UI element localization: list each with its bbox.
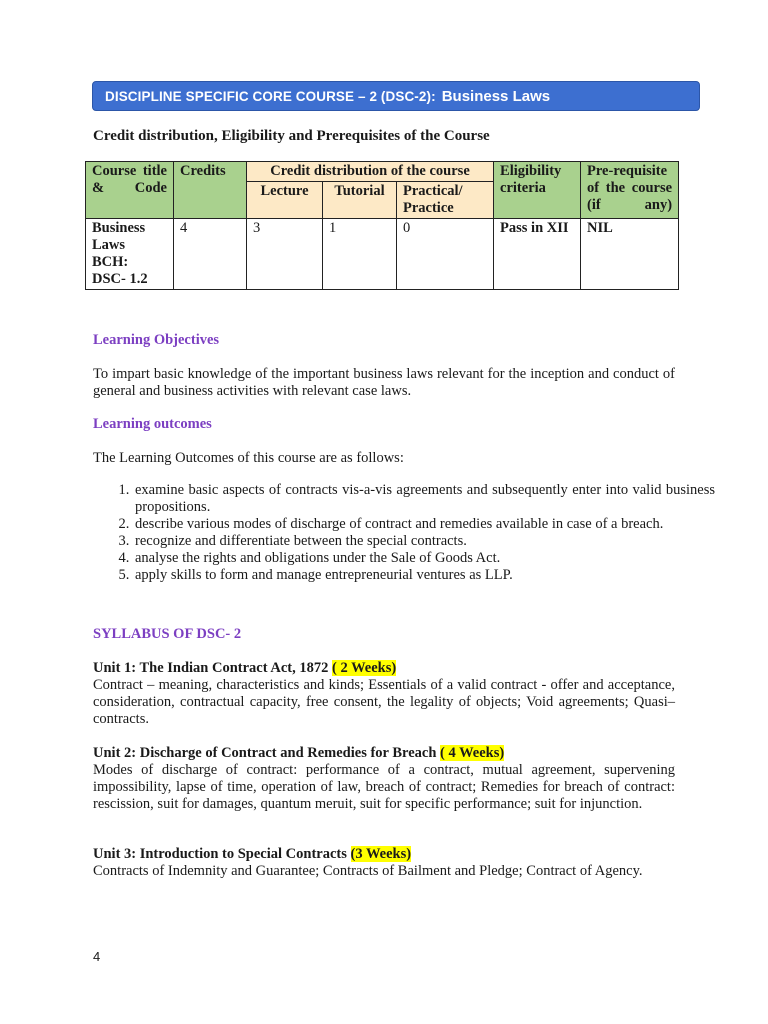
header-eligibility: Eligibility criteria xyxy=(494,162,581,219)
cell-course-line: Business xyxy=(92,220,146,236)
cell-course-line: Laws xyxy=(92,237,126,253)
learning-objectives-text: To impart basic knowledge of the important business laws relevant for the inception and conduct of general and business activities with relevant case laws. xyxy=(93,366,675,399)
banner-course-name: Business Laws xyxy=(441,87,551,105)
header-tutorial: Tutorial xyxy=(323,182,397,219)
cell-prerequisite: NIL xyxy=(581,219,679,290)
unit-body: Contracts of Indemnity and Guarantee; Contracts of Bailment and Pledge; Contract of Agency. xyxy=(93,863,643,879)
list-item: 1. examine basic aspects of contracts vis-a-vis agreements and subsequently enter into valid business propositions. xyxy=(133,482,715,516)
banner-course-code: DISCIPLINE SPECIFIC CORE COURSE – 2 (DSC-2): xyxy=(105,88,436,104)
unit-title: Unit 2: Discharge of Contract and Remedies for Breach xyxy=(93,745,441,761)
unit-weeks-badge: ( 2 Weeks) xyxy=(332,660,397,676)
header-practical: Practical/ Practice xyxy=(397,182,494,219)
list-item: 2. describe various modes of discharge of contract and remedies available in case of a breach. xyxy=(133,516,715,533)
table-row xyxy=(86,219,679,290)
learning-outcomes-intro: The Learning Outcomes of this course are as follows: xyxy=(93,450,404,466)
credit-heading: Credit distribution, Eligibility and Prerequisites of the Course xyxy=(93,128,490,144)
unit-1 xyxy=(93,660,675,728)
header-course-title xyxy=(86,162,174,219)
unit-body: Contract – meaning, characteristics and kinds; Essentials of a valid contract - offer and acceptance, consideration, contractual capacity, free consent, the legality of objects; Void agreements; Quasi–contracts. xyxy=(93,677,675,727)
cell-lecture: 3 xyxy=(247,219,323,290)
learning-objectives-title: Learning Objectives xyxy=(93,332,220,348)
header-prerequisite xyxy=(581,162,679,219)
unit-title: Unit 1: The Indian Contract Act, 1872 xyxy=(93,660,332,676)
cell-eligibility: Pass in XII xyxy=(494,219,581,290)
header-credits: Credits xyxy=(174,162,247,219)
list-item: 5. apply skills to form and manage entrepreneurial ventures as LLP. xyxy=(133,567,715,584)
list-item: 4. analyse the rights and obligations under the Sale of Goods Act. xyxy=(133,550,715,567)
unit-2 xyxy=(93,745,675,813)
unit-weeks-badge: (3 Weeks) xyxy=(350,846,412,862)
learning-outcomes-title: Learning outcomes xyxy=(93,416,212,432)
header-distribution: Credit distribution of the course xyxy=(247,162,494,182)
syllabus-title: SYLLABUS OF DSC- 2 xyxy=(93,626,242,642)
learning-outcomes-list xyxy=(93,482,715,584)
course-banner xyxy=(92,81,700,111)
credit-table xyxy=(85,161,679,290)
table-header-row xyxy=(86,162,679,182)
unit-weeks-badge: ( 4 Weeks) xyxy=(440,745,505,761)
cell-course-line: DSC- 1.2 xyxy=(92,271,148,287)
list-item: 3. recognize and differentiate between the special contracts. xyxy=(133,533,715,550)
unit-body: Modes of discharge of contract: performance of a contract, mutual agreement, supervening impossibility, lapse of time, operation of law, breach of contract; Remedies for breach of contract: rescission, suit for damages, quantum meruit, suit for specific performance; suit for injunction. xyxy=(93,762,675,812)
cell-course-line: BCH: xyxy=(92,254,129,270)
header-course-title-text: Course title & Code xyxy=(92,163,167,196)
cell-tutorial: 1 xyxy=(323,219,397,290)
cell-course xyxy=(86,219,174,290)
header-lecture: Lecture xyxy=(247,182,323,219)
unit-3 xyxy=(93,846,675,880)
unit-title: Unit 3: Introduction to Special Contracts xyxy=(93,846,351,862)
header-prerequisite-text: Pre-requisite of the course (if any) xyxy=(587,163,673,213)
cell-practical: 0 xyxy=(397,219,494,290)
cell-credits: 4 xyxy=(174,219,247,290)
page-number: 4 xyxy=(93,949,101,964)
